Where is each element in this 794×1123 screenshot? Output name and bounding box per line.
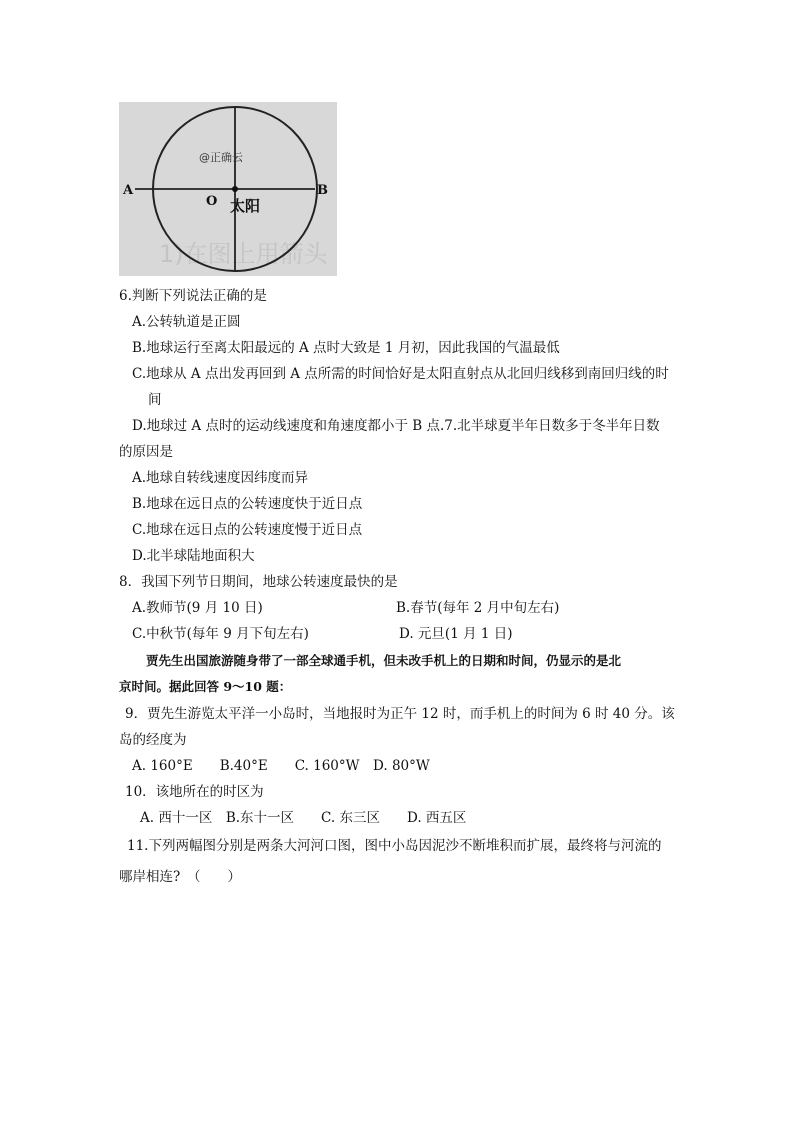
q7-option-a: A.地球自转线速度因纬度而异: [132, 470, 309, 486]
passage-line2: 京时间。据此回答 9～10 题：: [119, 679, 292, 694]
q8-option-d: D. 元旦(1 月 1 日): [399, 626, 513, 642]
q11-stem-line2: 哪岸相连? （ ）: [119, 869, 241, 885]
label-sun: 太阳: [230, 197, 261, 215]
sun-dot: [232, 186, 238, 192]
orbit-diagram: [119, 102, 337, 276]
q8-option-a: A.教师节(9 月 10 日): [132, 600, 263, 616]
q6-option-b: B.地球运行至离太阳最远的 A 点时大致是 1 月初，因此我国的气温最低: [132, 340, 560, 356]
label-o: O: [206, 194, 218, 209]
watermark: @正确云: [199, 151, 243, 164]
q7-stem-tail: 的原因是: [119, 444, 173, 460]
q6-option-a: A.公转轨道是正圆: [132, 314, 241, 330]
q6-stem: 6.判断下列说法正确的是: [119, 288, 267, 304]
q8-option-b: B.春节(每年 2 月中旬左右): [396, 600, 560, 616]
orbit-figure: [119, 102, 337, 276]
q9-stem-line2: 岛的经度为: [119, 732, 187, 748]
q8-option-c: C.中秋节(每年 9 月下旬左右): [132, 626, 309, 642]
q6-option-c-line2: 间: [148, 392, 162, 408]
q6-option-c-line1: C.地球从 A 点出发再回到 A 点所需的时间恰好是太阳直射点从北回归线移到南回归线的时: [132, 366, 669, 382]
q6-option-d: D.地球过 A 点时的运动线速度和角速度都小于 B 点.7.北半球夏半年日数多于冬半年日数: [132, 418, 660, 434]
q11-stem-line1: 11.下列两幅图分别是两条大河河口图，图中小岛因泥沙不断堆积而扩展，最终将与河流的: [127, 838, 662, 854]
q9-options: A. 160°E B.40°E C. 160°W D. 80°W: [132, 758, 430, 774]
q7-option-d: D.北半球陆地面积大: [132, 548, 255, 564]
q9-stem-line1: 9．贾先生游览太平洋一小岛时，当地报时为正午 12 时，而手机上的时间为 6 时 40 分。该: [125, 706, 675, 722]
q8-stem: 8．我国下列节日期间，地球公转速度最快的是: [119, 574, 398, 590]
q7-option-c: C.地球在远日点的公转速度慢于近日点: [132, 522, 363, 538]
label-a: A: [123, 183, 134, 198]
passage-line1: 贾先生出国旅游随身带了一部全球通手机，但未改手机上的日期和时间，仍显示的是北: [146, 653, 622, 668]
q10-options: A. 西十一区 B.东十一区 C. 东三区 D. 西五区: [140, 810, 467, 826]
label-b: B: [317, 183, 328, 198]
q7-option-b: B.地球在远日点的公转速度快于近日点: [132, 496, 363, 512]
faint-background-text: 1)在图上用箭头: [159, 240, 328, 268]
q10-stem: 10．该地所在的时区为: [125, 784, 264, 800]
